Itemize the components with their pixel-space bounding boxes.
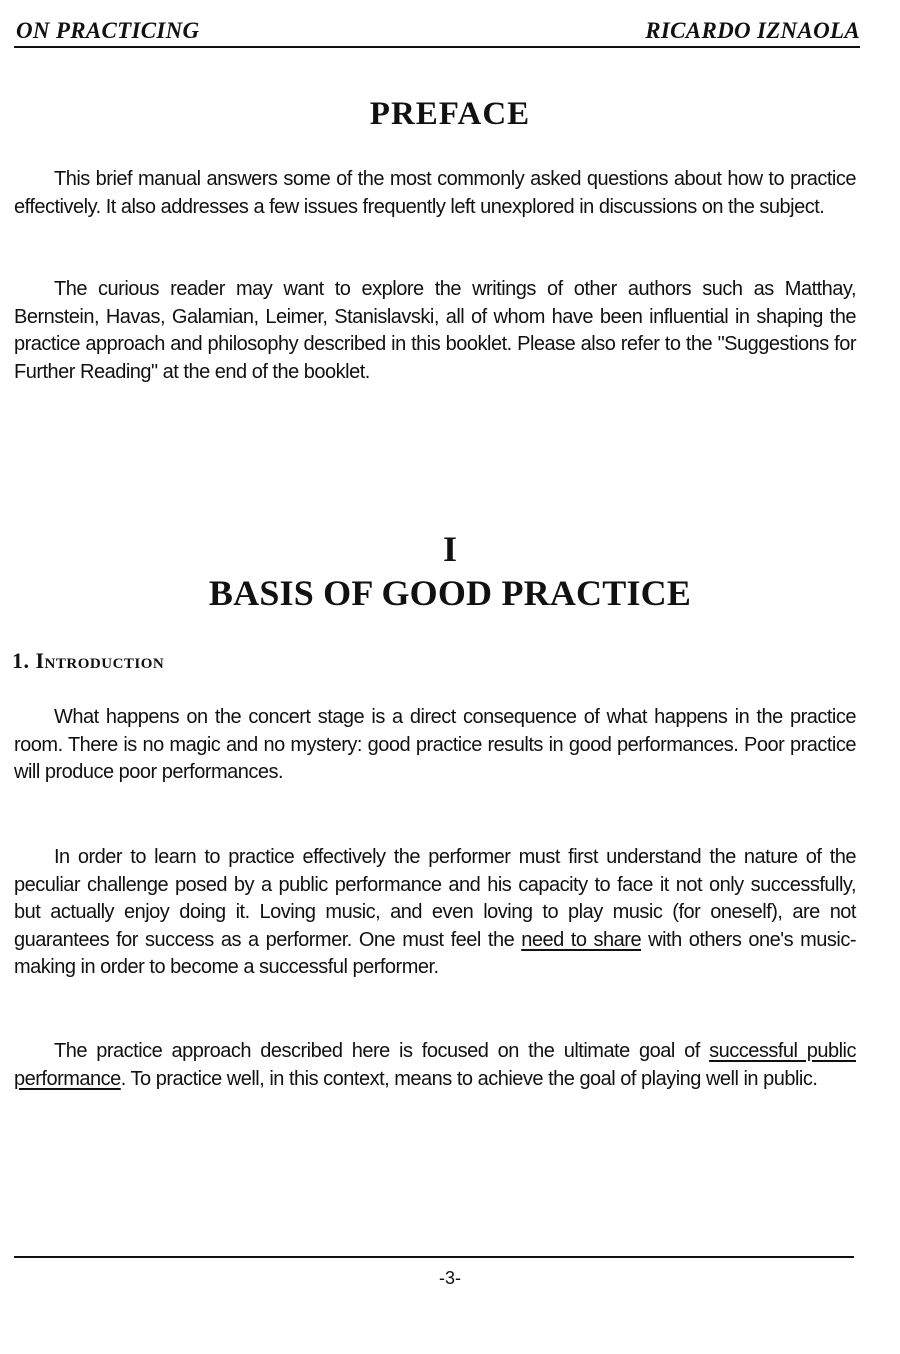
preface-paragraph-1: This brief manual answers some of the most commonly asked questions about how to practice effectively. It also addresses a few issues frequently left unexplored in discussions on the subject. [14, 168, 856, 218]
intro-paragraph-2 [14, 844, 856, 982]
section-heading: 1. Introduction [12, 648, 165, 673]
preface-paragraph-2: The curious reader may want to explore the writings of other authors such as Matthay, Bernstein, Havas, Galamian, Leimer, Stanislavski, all of whom have been influential in shaping the practice approach and philosophy described in this booklet. Please also refer to the "Suggestions for Further Reading" at the end of the booklet. [14, 278, 856, 383]
chapter-title: BASIS OF GOOD PRACTICE [208, 573, 692, 613]
header-book-title: ON PRACTICING [16, 18, 200, 43]
intro-paragraph-3-text-b: . To practice well, in this context, means to achieve the goal of playing well in public. [120, 1067, 818, 1090]
header-rule [14, 46, 860, 48]
chapter-number: I [442, 529, 457, 569]
intro-paragraph-3-text-a: The practice approach described here is focused on the ultimate goal of [54, 1040, 710, 1062]
underlined-need-to-share: need to share [521, 928, 642, 951]
page-number: -3- [439, 1268, 461, 1288]
intro-paragraph-3 [14, 1038, 856, 1093]
underlined-successful-public-performance: successful public performance [14, 1040, 856, 1090]
header-author: RICARDO IZNAOLA [645, 18, 860, 43]
preface-title: PREFACE [369, 96, 531, 132]
intro-paragraph-2-text-a: In order to learn to practice effectively the performer must first understand the nature of the peculiar challenge posed by a public performance and his capacity to face it not only successfully, but actually enjoy doing it. Loving music, and even loving to play music (for oneself), are not guarantees for success as a performer. One must feel the [14, 846, 856, 951]
footer-rule [14, 1256, 854, 1258]
intro-paragraph-2-text-b: with others one's music-making in order to become a successful performer. [14, 928, 857, 978]
running-header [16, 10, 860, 44]
intro-paragraph-1: What happens on the concert stage is a direct consequence of what happens in the practice room. There is no magic and no mystery: good practice results in good performances. Poor practice will produce poor performances. [14, 706, 856, 783]
